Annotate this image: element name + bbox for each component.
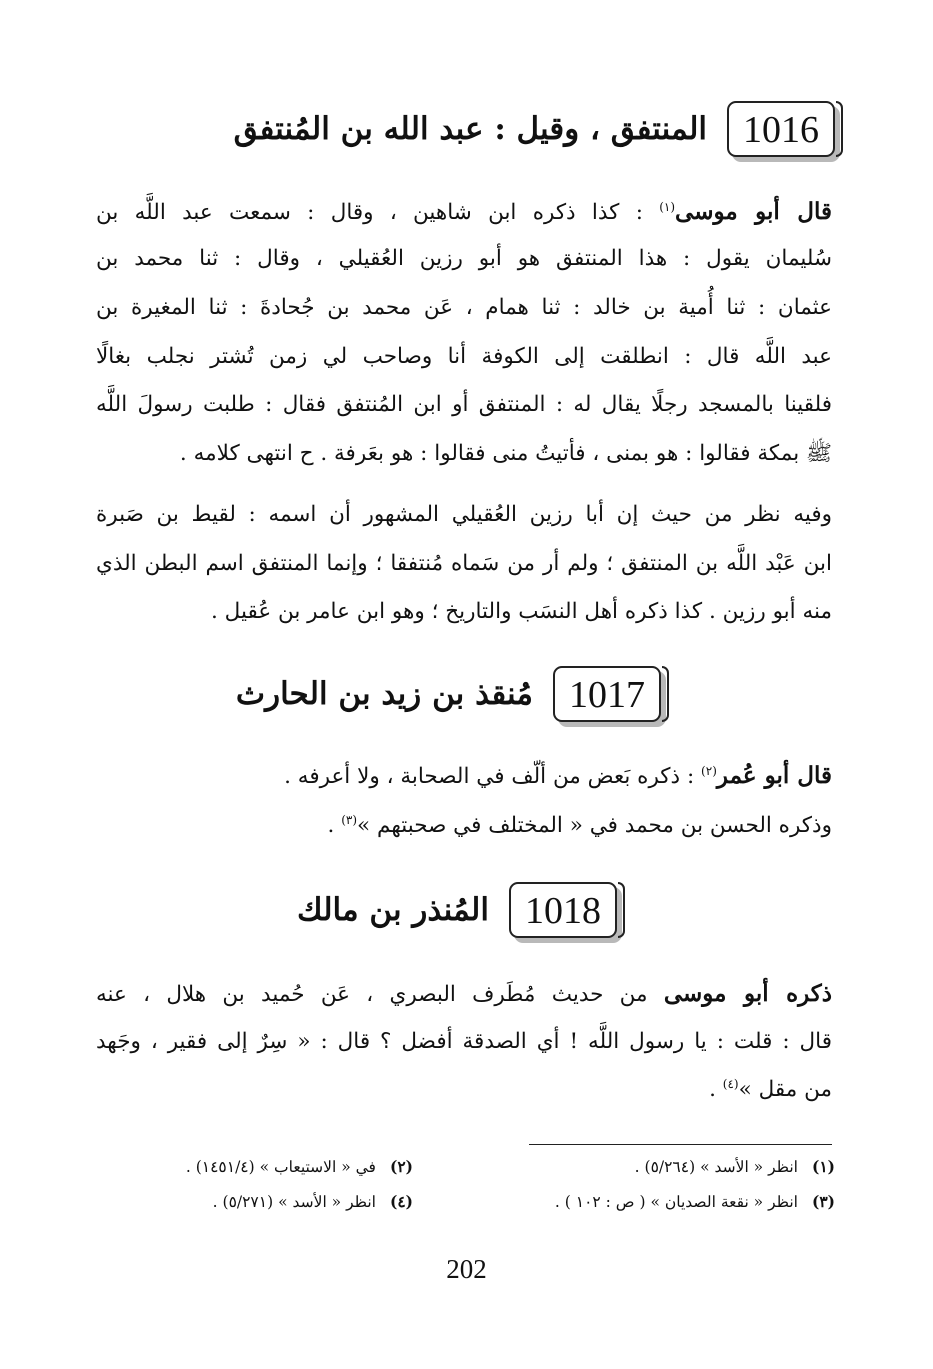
lead-phrase: قال أبو عُمر — [716, 762, 832, 789]
line-text: من مقل » — [738, 1077, 832, 1102]
entry-title: المُنذر بن مالك — [296, 892, 489, 928]
footnote-number: (٣) — [811, 1192, 835, 1211]
line-text: من حديث مُطَرف البصري ، عَن حُميد بن هلال ، عنه — [96, 982, 664, 1007]
footnote-ref: (١) — [659, 199, 676, 214]
text-line: ﷺ بمكة فقالوا : هو بمنى ، فأتيتُ منى فقالوا : هو بعَرفة . ح انتهى كلامه . — [179, 441, 832, 466]
footnote-text: انظر « الأسد » (٥/٢٦٤) . — [634, 1158, 798, 1176]
text-line: عثمان : ثنا أُمية بن خالد : ثنا همام ، عَن محمد بن جُحادةَ : ثنا المغيرة بن — [96, 295, 832, 320]
entry-header-1018 — [297, 882, 617, 938]
text-line — [96, 812, 832, 840]
entry-number-box — [727, 101, 835, 157]
text-line — [96, 761, 832, 791]
entry-title: المنتفق ، وقيل : عبد الله بن المُنتفق — [233, 111, 707, 147]
entry-header-1016 — [234, 101, 835, 157]
text-line: وفيه نظر من حيث إن أبا رزين العُقيلي المشهور أن اسمه : لقيط بن صَبرة — [96, 502, 832, 527]
line-text: : كذا ذكره ابن شاهين ، وقال : سمعت عبد اللَّه بن — [96, 200, 660, 225]
entry-number: 1018 — [525, 890, 601, 932]
text-line: فلقينا بالمسجد رجلًا يقال له : المنتفق أو ابن المُنتفق فقال : طلبت رسولَ اللَّه — [96, 392, 832, 417]
entry-number-box — [509, 882, 617, 938]
page-number: 202 — [446, 1254, 487, 1284]
lead-phrase: ذكره أبو موسى — [663, 980, 832, 1007]
entry-header-1017 — [236, 666, 661, 722]
line-tail: . — [327, 813, 342, 838]
text-line — [96, 197, 832, 227]
footnote-number: (١) — [811, 1157, 835, 1176]
text-line: سُليمان يقول : هذا المنتفق هو أبو رزين العُقيلي ، وقال : ثنا محمد بن — [96, 246, 832, 271]
footnote-ref: (٣) — [341, 812, 358, 827]
footnote — [186, 1157, 413, 1176]
text-line: عبد اللَّه قال : انطلقت إلى الكوفة أنا وصاحب لي زمن تُشتر نجلب بغالًا — [96, 344, 832, 369]
footnote-text: انظر « الأسد » (٥/٢٧١) . — [212, 1193, 376, 1211]
entry-number-box — [553, 666, 661, 722]
footnote-ref: (٢) — [701, 763, 717, 778]
footnote-ref: (٤) — [722, 1076, 739, 1091]
line-text: : ذكره بَعض من ألّف في الصحابة ، ولا أعرفه . — [284, 764, 702, 789]
footnote-text: انظر « نقعة الصديان » ( ص : ١٠٢ ) . — [554, 1193, 798, 1211]
text-line: قال : قلت : يا رسول اللَّه ! أي الصدقة أفضل ؟ قال : « سِرٌ إلى فقير ، وجَهد — [96, 1029, 832, 1054]
footnote — [555, 1192, 835, 1211]
entry-number: 1017 — [569, 674, 645, 716]
footnote — [635, 1157, 835, 1176]
entry-number: 1016 — [743, 109, 819, 151]
text-line: منه أبو رزين . كذا ذكره أهل النسَب والتاريخ ؛ وهو ابن عامر بن عُقيل . — [211, 599, 832, 624]
line-tail: . — [709, 1077, 723, 1102]
footnote-divider — [529, 1144, 832, 1145]
footnote-number: (٤) — [389, 1192, 413, 1211]
footnote — [213, 1192, 413, 1211]
line-text: وذكره الحسن بن محمد في « المختلف في صحبتهم » — [357, 813, 832, 838]
lead-phrase: قال أبو موسى — [675, 198, 832, 225]
footnote-text: في « الاستيعاب » (١٤٥١/٤) . — [185, 1158, 376, 1176]
text-line: ابن عَبْد اللَّه بن المنتفق ؛ ولم أر من سَماه مُنتفقا ؛ وإنما المنتفق اسم البطن الذي — [96, 551, 832, 576]
text-line — [96, 1076, 832, 1104]
footnote-number: (٢) — [389, 1157, 413, 1176]
entry-title: مُنقذ بن زيد بن الحارث — [235, 676, 533, 712]
text-line — [96, 979, 832, 1009]
